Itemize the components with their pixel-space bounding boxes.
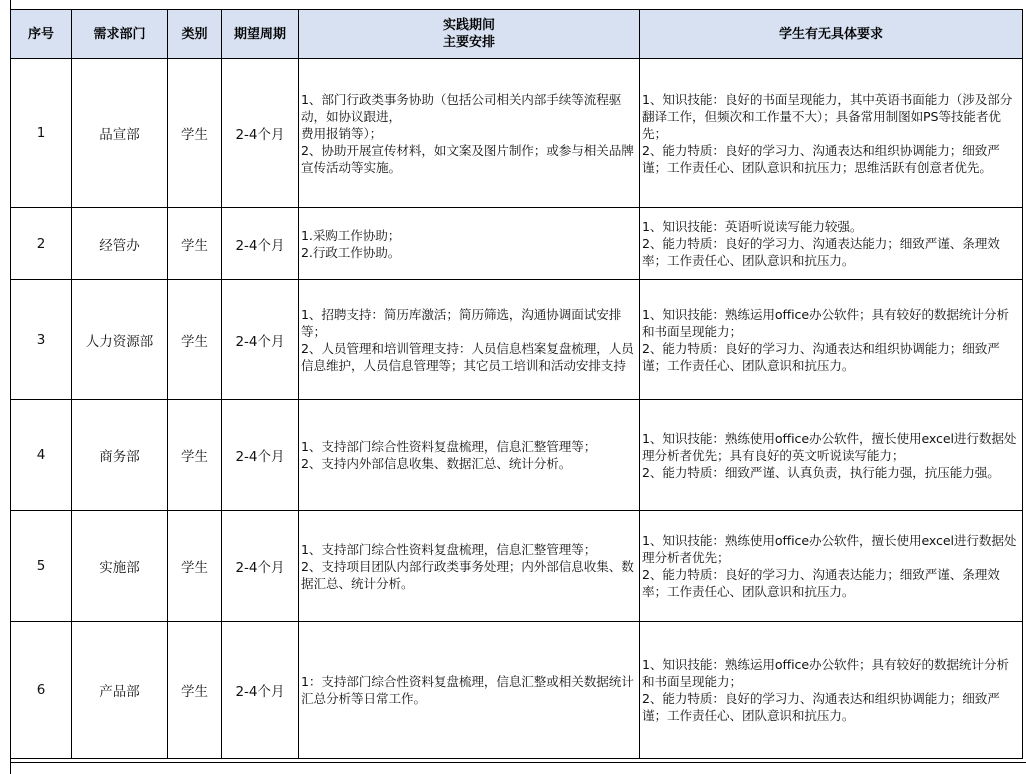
cell-period: 2-4个月 (222, 622, 299, 759)
arrangement-line: 1、部门行政类事务协助（包括公司相关内部手续等流程驱动，如协议跟进， (301, 91, 622, 124)
header-arrangement-line2: 主要安排 (442, 35, 495, 50)
arrangement-line: 1、招聘支持：简历库激活；简历筛选，沟通协调面试安排等； (301, 306, 622, 339)
cell-department: 人力资源部 (72, 280, 168, 400)
cell-period: 2-4个月 (222, 400, 299, 511)
header-arrangement-line1: 实践期间 (442, 18, 495, 33)
arrangement-line: 2.行政工作协助。 (301, 244, 401, 260)
table-row (11, 400, 1023, 511)
cell-requirements (640, 208, 1023, 280)
cell-category: 学生 (168, 59, 222, 208)
cell-index: 2 (11, 208, 72, 280)
cell-index: 5 (11, 511, 72, 622)
requirement-line: 2、能力特质：细致严谨、认真负责，执行能力强，抗压能力强。 (642, 464, 1000, 480)
cell-index: 3 (11, 280, 72, 400)
cell-category: 学生 (168, 622, 222, 759)
header-requirements: 学生有无具体要求 (640, 10, 1023, 59)
table-row (11, 208, 1023, 280)
requirement-line: 1、知识技能：英语听说读写能力较强。 (642, 219, 863, 234)
requirement-line: 1、知识技能：熟练运用office办公软件；具有较好的数据统计分析和书面呈现能力； (642, 306, 1009, 339)
header-index: 序号 (11, 10, 72, 59)
cell-category: 学生 (168, 511, 222, 622)
requirement-line: 2、能力特质：良好的学习力、沟通表达和组织协调能力；细致严谨；工作责任心、团队意识和抗压力。 (642, 691, 1000, 723)
cell-requirements (640, 511, 1023, 622)
arrangement-line: 1：支持部门综合性资料复盘梳理，信息汇整或相关数据统计汇总分析等日常工作。 (301, 674, 634, 706)
requirement-line: 2、能力特质：良好的学习力、沟通表达和组织协调能力；细致严谨；工作责任心、团队意识和抗压力。 (642, 340, 1000, 373)
cell-department: 品宣部 (72, 59, 168, 208)
cell-department: 产品部 (72, 622, 168, 759)
cell-index: 6 (11, 622, 72, 759)
arrangement-line: 1、支持部门综合性资料复盘梳理，信息汇整管理等； (301, 439, 597, 454)
cell-period: 2-4个月 (222, 59, 299, 208)
table-row (11, 280, 1023, 400)
arrangement-line: 2、支持内外部信息收集、数据汇总、统计分析。 (301, 456, 572, 471)
internship-requirements-table (10, 9, 1023, 759)
header-category: 类别 (168, 10, 222, 59)
sheet-bottom-border (10, 762, 1026, 763)
cell-arrangement (299, 622, 640, 759)
cell-department: 实施部 (72, 511, 168, 622)
arrangement-line: 费用报销等）； (301, 125, 383, 141)
cell-category: 学生 (168, 208, 222, 280)
cell-index: 1 (11, 59, 72, 208)
cell-arrangement (299, 59, 640, 208)
cell-requirements (640, 280, 1023, 400)
cell-period: 2-4个月 (222, 208, 299, 280)
table-row (11, 59, 1023, 208)
requirement-line: 1、知识技能：良好的书面呈现能力，其中英语书面能力（涉及部分翻译工作，但频次和工作量不大）；具备常用制图如PS等技能者优先； (642, 91, 1013, 141)
cell-category: 学生 (168, 400, 222, 511)
requirement-line: 1、知识技能：熟练使用office办公软件，擅长使用excel进行数据处理分析者优先；具有良好的英文听说读写能力； (642, 430, 1017, 463)
cell-index: 4 (11, 400, 72, 511)
cell-arrangement (299, 511, 640, 622)
cell-requirements (640, 59, 1023, 208)
cell-department: 经管办 (72, 208, 168, 280)
cell-period: 2-4个月 (222, 511, 299, 622)
header-arrangement (299, 10, 640, 59)
requirement-line: 2、能力特质：良好的学习力、沟通表达能力；细致严谨、条理效率；工作责任心、团队意识和抗压力。 (642, 567, 1000, 599)
cell-arrangement (299, 208, 640, 280)
cell-department: 商务部 (72, 400, 168, 511)
arrangement-line: 2、支持项目团队内部行政类事务处理；内外部信息收集、数据汇总、统计分析。 (301, 558, 634, 591)
cell-requirements (640, 400, 1023, 511)
header-period: 期望周期 (222, 10, 299, 59)
cell-period: 2-4个月 (222, 280, 299, 400)
table-row (11, 511, 1023, 622)
header-department: 需求部门 (72, 10, 168, 59)
table-row (11, 622, 1023, 759)
arrangement-line: 1.采购工作协助； (301, 227, 401, 243)
arrangement-line: 2、人员管理和培训管理支持：人员信息档案复盘梳理，人员信息维护，人员信息管理等；其它员工培训和活动安排支持 (301, 340, 634, 373)
cell-arrangement (299, 400, 640, 511)
header-row (11, 10, 1023, 59)
arrangement-line: 1、支持部门综合性资料复盘梳理，信息汇整管理等； (301, 541, 597, 557)
requirement-line: 2、能力特质：良好的学习力、沟通表达和组织协调能力；细致严谨；工作责任心、团队意识和抗压力；思维活跃有创意者优先。 (642, 142, 1000, 175)
requirement-line: 2、能力特质：良好的学习力、沟通表达能力；细致严谨、条理效率；工作责任心、团队意识和抗压力。 (642, 236, 1000, 268)
requirement-line: 1、知识技能：熟练使用office办公软件，擅长使用excel进行数据处理分析者优先； (642, 533, 1017, 565)
cell-requirements (640, 622, 1023, 759)
cell-category: 学生 (168, 280, 222, 400)
cell-arrangement (299, 280, 640, 400)
requirement-line: 1、知识技能：熟练运用office办公软件；具有较好的数据统计分析和书面呈现能力； (642, 657, 1009, 689)
arrangement-line: 2、协助开展宣传材料，如文案及图片制作；或参与相关品牌宣传活动等实施。 (301, 142, 634, 175)
